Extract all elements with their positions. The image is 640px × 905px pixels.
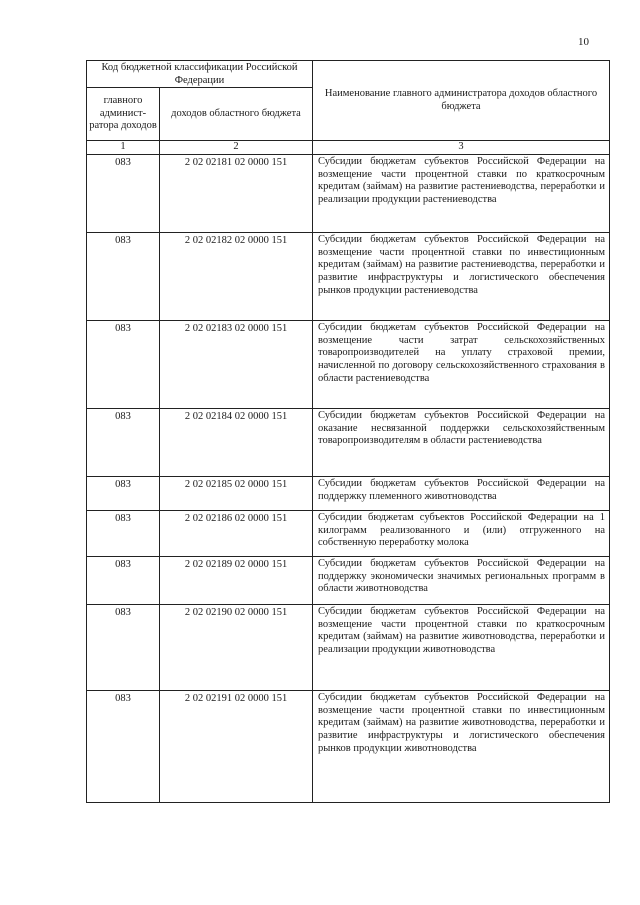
admin-code-cell: 083 — [87, 321, 160, 409]
column-index: 2 — [160, 141, 313, 155]
column-index: 3 — [313, 141, 610, 155]
income-code-cell: 2 02 02183 02 0000 151 — [160, 321, 313, 409]
income-code-cell: 2 02 02181 02 0000 151 — [160, 155, 313, 233]
column-index: 1 — [87, 141, 160, 155]
income-code-cell: 2 02 02191 02 0000 151 — [160, 691, 313, 803]
income-name-cell: Субсидии бюджетам субъектов Российской Федерации на оказание несвязанной поддержки сельскохозяйственным товаропроизводителям в области растениеводства — [313, 409, 610, 477]
income-name-cell: Субсидии бюджетам субъектов Российской Федерации на возмещение части процентной ставки по инвестиционным кредитам (займам) на развитие животноводства, переработки и развитие инфраструктуры и логистического обеспечения рынков продукции животноводства — [313, 691, 610, 803]
income-code-cell: 2 02 02185 02 0000 151 — [160, 477, 313, 511]
header-regional-budget-income: доходов областного бюджета — [160, 88, 313, 141]
table-row — [87, 557, 610, 605]
header-administrator-name: Наименование главного администратора доходов областного бюджета — [313, 61, 610, 141]
table-row — [87, 605, 610, 691]
income-code-cell: 2 02 02184 02 0000 151 — [160, 409, 313, 477]
income-name-cell: Субсидии бюджетам субъектов Российской Федерации на возмещение части затрат сельскохозяйственных товаропроизводителей на уплату страховой премии, начисленной по договору сельскохозяйственного страхования в области растениеводства — [313, 321, 610, 409]
table-row — [87, 155, 610, 233]
table-row — [87, 321, 610, 409]
table-row — [87, 477, 610, 511]
table-row — [87, 233, 610, 321]
income-code-cell: 2 02 02189 02 0000 151 — [160, 557, 313, 605]
table-row — [87, 511, 610, 557]
income-name-cell: Субсидии бюджетам субъектов Российской Федерации на возмещение части процентной ставки по краткосрочным кредитам (займам) на развитие животноводства, переработки и реализации продукции животноводства — [313, 605, 610, 691]
income-name-cell: Субсидии бюджетам субъектов Российской Федерации на возмещение части процентной ставки по краткосрочным кредитам (займам) на развитие растениеводства, переработки и реализации продукции растениеводства — [313, 155, 610, 233]
admin-code-cell: 083 — [87, 605, 160, 691]
table-row — [87, 409, 610, 477]
budget-classification-table — [86, 60, 610, 803]
income-code-cell: 2 02 02190 02 0000 151 — [160, 605, 313, 691]
income-code-cell: 2 02 02186 02 0000 151 — [160, 511, 313, 557]
column-index-row — [87, 141, 610, 155]
admin-code-cell: 083 — [87, 511, 160, 557]
admin-code-cell: 083 — [87, 233, 160, 321]
income-name-cell: Субсидии бюджетам субъектов Российской Федерации на поддержку экономически значимых региональных программ в области животноводства — [313, 557, 610, 605]
page-number: 10 — [578, 36, 589, 48]
admin-code-cell: 083 — [87, 557, 160, 605]
table-row — [87, 691, 610, 803]
income-code-cell: 2 02 02182 02 0000 151 — [160, 233, 313, 321]
header-main-administrator: главного админист-ратора доходов — [87, 88, 160, 141]
admin-code-cell: 083 — [87, 477, 160, 511]
income-name-cell: Субсидии бюджетам субъектов Российской Федерации на 1 килограмм реализованного и (или) отгруженного на собственную переработку молока — [313, 511, 610, 557]
admin-code-cell: 083 — [87, 155, 160, 233]
income-name-cell: Субсидии бюджетам субъектов Российской Федерации на возмещение части процентной ставки по инвестиционным кредитам (займам) на развитие растениеводства, переработки и развитие инфраструктуры и логистического обеспечения рынков продукции растениеводства — [313, 233, 610, 321]
income-name-cell: Субсидии бюджетам субъектов Российской Федерации на поддержку племенного животноводства — [313, 477, 610, 511]
admin-code-cell: 083 — [87, 691, 160, 803]
admin-code-cell: 083 — [87, 409, 160, 477]
header-row-group — [87, 61, 610, 88]
header-classification-code: Код бюджетной классификации Российской Федерации — [87, 61, 313, 88]
